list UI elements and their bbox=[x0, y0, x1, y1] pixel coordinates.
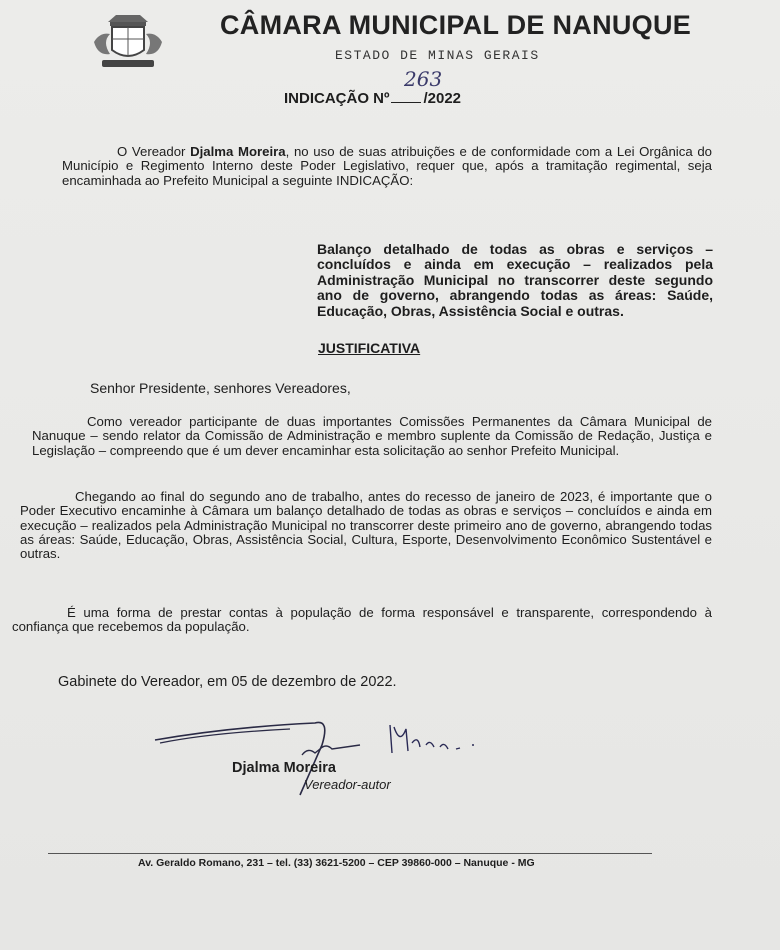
indication-request: Balanço detalhado de todas as obras e serviços – concluídos e ainda em execução – realizados pela Administração Municipal no transcorrer deste segundo ano de governo, abrangendo todas as áreas: Saúde, Educação, Obras, Assistência Social e outras. bbox=[317, 241, 713, 319]
municipal-coat-of-arms bbox=[88, 12, 168, 72]
indication-number-handwritten: 263 bbox=[404, 67, 443, 91]
footer-address: Av. Geraldo Romano, 231 – tel. (33) 3621-5200 – CEP 39860-000 – Nanuque - MG bbox=[138, 857, 535, 869]
justification-paragraph-1: Como vereador participante de duas importantes Comissões Permanentes da Câmara Municipal de Nanuque – sendo relator da Comissão de Administração e membro suplente da Comissão de Redação, Justiça e Legislação – compreendo que é um dever encaminhar esta solicitação ao senhor Prefeito Municipal. bbox=[32, 414, 712, 458]
footer-divider bbox=[48, 853, 652, 854]
signer-role: Vereador-autor bbox=[304, 777, 391, 792]
councilor-name: Djalma Moreira bbox=[190, 144, 286, 159]
justification-heading: JUSTIFICATIVA bbox=[318, 340, 421, 356]
salutation: Senhor Presidente, senhores Vereadores, bbox=[90, 380, 351, 396]
chamber-title: CÂMARA MUNICIPAL DE NANUQUE bbox=[220, 10, 692, 40]
indication-label: INDICAÇÃO Nº /2022 bbox=[284, 90, 462, 107]
justification-paragraph-2: Chegando ao final do segundo ano de trabalho, antes do recesso de janeiro de 2023, é importante que o Poder Executivo encaminhe à Câmara um balanço detalhado de todas as obras e serviços – concluídos e ainda em execução – realizados pela Administração Municipal no transcorrer deste primeiro ano de governo, abrangendo todas as áreas: Saúde, Educação, Obras, Assistência Social, Cultura, Esporte, Desenvolvimento Econômico Sustentável e outras. bbox=[20, 489, 712, 562]
state-subtitle: ESTADO DE MINAS GERAIS bbox=[335, 48, 540, 63]
signer-name: Djalma Moreira bbox=[232, 760, 336, 776]
place-date: Gabinete do Vereador, em 05 de dezembro de 2022. bbox=[58, 674, 397, 690]
intro-paragraph: O Vereador Djalma Moreira, no uso de suas atribuições e de conformidade com a Lei Orgânica do Município e Regimento Interno deste Poder Legislativo, requer que, após a tramitação regimental, seja encaminhada ao Prefeito Municipal a seguinte INDICAÇÃO: bbox=[62, 144, 712, 188]
justification-paragraph-3: É uma forma de prestar contas à população de forma responsável e transparente, correspondendo à confiança que recebemos da população. bbox=[12, 605, 712, 635]
